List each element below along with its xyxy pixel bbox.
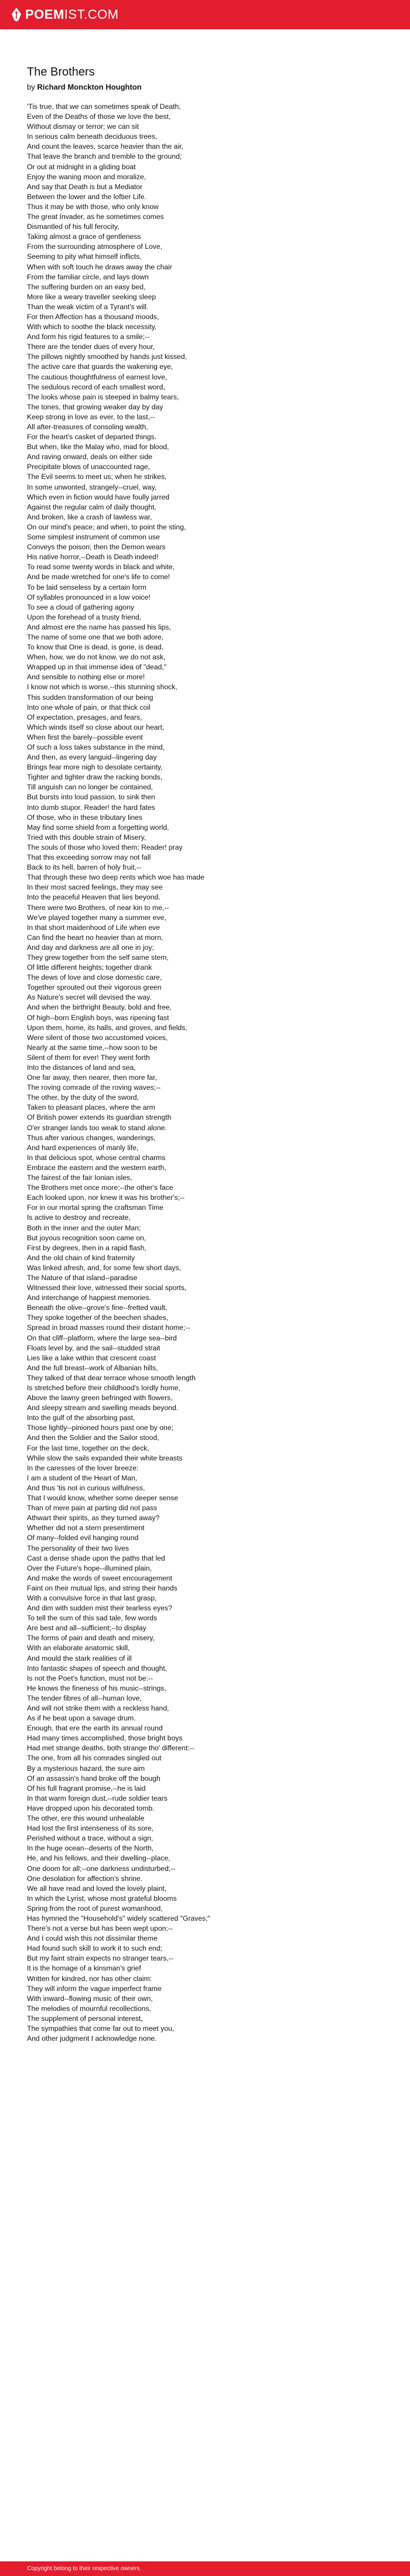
- poem-body: [27, 102, 390, 2044]
- poem-line: He knows the fineness of his music--strings,: [27, 1684, 166, 1692]
- poem-line: To tell the sum of this sad tale, few words: [27, 1614, 158, 1623]
- poem-line: Seeming to pity what himself inflicts,: [27, 252, 142, 261]
- poem-line: Upon the forehead of a trusty friend,: [27, 613, 142, 621]
- poem-line: Of syllables pronounced in a low voice!: [27, 593, 151, 601]
- poem-line: With an elaborate anatomic skill,: [27, 1644, 130, 1653]
- poem-line: And will not strike them with a reckless hand,: [27, 1704, 169, 1712]
- poem-line: Whether did not a stern presentiment: [27, 1524, 145, 1532]
- poem-line: But when, like the Malay who, mad for blood,: [27, 443, 169, 451]
- poem-line: And the old chain of kind fraternity: [27, 1253, 135, 1262]
- poem-line: Enough, that ere the earth its annual round: [27, 1724, 163, 1733]
- poem-line: Brings fear more nigh to desolate certainty,: [27, 763, 163, 772]
- poem-line: Can find the heart no heavier than at morn,: [27, 933, 163, 942]
- poem-line: For in our mortal spring the craftsman Time: [27, 1203, 163, 1212]
- poem-line: Keep strong in love as ever, to the last,--: [27, 412, 155, 421]
- poem-line: Of little different heights; together drank: [27, 963, 152, 972]
- poem-line: Of his full fragrant promise,--he is laid: [27, 1784, 146, 1792]
- poem-line: But bursts into loud passion, to sink then: [27, 793, 155, 802]
- poem-line: One desolation for affection's shrine.: [27, 1874, 143, 1883]
- poem-line: In that delicious spot, whose central charms: [27, 1153, 166, 1162]
- poem-line: And sleepy stream and swelling meads beyond.: [27, 1404, 179, 1412]
- poem-line: Over the Future's hope--illumined plain,: [27, 1564, 152, 1572]
- poem-line: Upon them, home, its halls, and groves, and fields,: [27, 1023, 187, 1032]
- poem-line: And raving onward, deals on either side: [27, 453, 153, 461]
- poem-line: Each looked upon, nor knew it was his brother's;--: [27, 1193, 185, 1202]
- site-footer: [0, 2561, 410, 2576]
- poem-line: More like a weary traveller seeking sleep: [27, 292, 156, 301]
- poem-line: Was linked afresh, and, for some few short days,: [27, 1263, 182, 1272]
- poem-line: From the familiar circle, and lays down: [27, 272, 149, 281]
- poem-line: Faint on their mutual lips, and string their hands: [27, 1583, 177, 1592]
- poem-line: There are the tender dues of every hour,: [27, 343, 155, 351]
- poem-line: And then the Soldier and the Sailor stood,: [27, 1434, 159, 1442]
- poem-line: Dismantled of his full ferocity,: [27, 223, 119, 231]
- poem-line: And almost ere the name has passed his lips,: [27, 622, 171, 631]
- poem-line: That this exceeding sorrow may not fall: [27, 853, 151, 862]
- poem-line: As Nature's secret will devised the way.: [27, 993, 152, 1002]
- poem-line: Some simplest instrument of common use: [27, 533, 160, 542]
- poem-line: Without dismay or terror; we can sit: [27, 122, 139, 131]
- poem-line: Of expectation, presages, and fears,: [27, 713, 142, 721]
- poem-line: Were silent of those two accustomed voices,: [27, 1033, 168, 1042]
- poem-line: And hard experiences of manly life,: [27, 1143, 139, 1152]
- poem-line: Enjoy the waning moon and moralize,: [27, 172, 146, 181]
- poem-line: Of high--born English boys, was ripening fast: [27, 1013, 169, 1022]
- poem-line: Beneath the olive--grove's fine--fretted vault,: [27, 1304, 168, 1312]
- poem-line: And thus 'tis not in curious wilfulness,: [27, 1483, 145, 1492]
- poem-line: Cast a dense shade upon the paths that led: [27, 1554, 165, 1562]
- poem-line: Had many times accomplished, those bright boys: [27, 1734, 183, 1743]
- poem-line: The suffering burden on an easy bed,: [27, 282, 146, 291]
- poem-line: And dim with sudden mist their tearless eyes?: [27, 1604, 172, 1613]
- byline-prefix: by: [27, 83, 37, 91]
- poem-line: And then, as every languid--lingering day: [27, 753, 157, 762]
- poem-line: Embrace the eastern and the western earth,: [27, 1163, 166, 1172]
- poem-line: Together sprouted out their vigorous green: [27, 983, 162, 992]
- poem-line: There's not a verse but has been wept upon;--: [27, 1924, 173, 1933]
- poem-line: Is active to destroy and recreate,: [27, 1213, 131, 1222]
- poem-line: One far away, then nearer, then more far,: [27, 1073, 157, 1082]
- poem-byline: [27, 83, 142, 91]
- logo-text-bold: POEM: [25, 7, 64, 22]
- poem-line: They grew together from the self same stem,: [27, 953, 169, 962]
- poem-line: All after-treasures of consoling wealth,: [27, 423, 148, 431]
- poem-line: And say that Death is but a Mediator: [27, 182, 143, 191]
- poem-line: I know not which is worse,--this stunning shock,: [27, 683, 177, 692]
- poem-line: Thus after various changes, wanderings,: [27, 1133, 156, 1142]
- poem-line: In serious calm beneath deciduous trees,: [27, 132, 158, 141]
- poem-line: Nearly at the same time,--how soon to be: [27, 1043, 158, 1052]
- poem-line: Floats level by, and the sail--studded strait: [27, 1343, 160, 1352]
- poem-line: The great Invader, as he sometimes comes: [27, 213, 164, 221]
- poem-line: Perished without a trace, without a sign,: [27, 1834, 153, 1843]
- poem-line: The roving comrade of the roving waves;--: [27, 1083, 161, 1092]
- poem-line: By a mysterious hazard, the sure aim: [27, 1764, 145, 1773]
- poem-line: In the caresses of the lover breeze:: [27, 1463, 139, 1472]
- poem-line: The one, from all his comrades singled out: [27, 1754, 162, 1763]
- poem-line: Of such a loss takes substance in the mind,: [27, 743, 165, 751]
- poem-line: We've played together many a summer eve,: [27, 913, 166, 922]
- poem-line: The supplement of personal interest,: [27, 2014, 143, 2023]
- poem-line: Taking almost a grace of gentleness: [27, 232, 141, 241]
- poem-line: The other, ere this wound unhealable: [27, 1814, 145, 1823]
- poem-line: The Brothers met once more;--the other's face: [27, 1183, 173, 1192]
- poem-line: And the full breast--work of Albanian hills,: [27, 1363, 158, 1372]
- poem-line: That through these two deep rents which woe has made: [27, 873, 204, 882]
- poem-line: Had met strange deaths, both strange tho' different:--: [27, 1744, 194, 1753]
- poem-line: The sympathies that come far out to meet you,: [27, 2024, 175, 2033]
- poem-line: Of British power extends its guardian strength: [27, 1113, 172, 1122]
- poem-line: When first the barely--possible event: [27, 733, 143, 741]
- poem-line: To be laid senseless by a certain form: [27, 583, 146, 591]
- poem-line: As if he beat upon a savage drum.: [27, 1714, 136, 1723]
- poem-line: And mould the stark realities of ill: [27, 1654, 132, 1662]
- poem-line: And make the words of sweet encouragement: [27, 1573, 172, 1582]
- poem-line: Silent of them for ever! They went forth: [27, 1053, 150, 1062]
- poem-line: They talked of that dear terrace whose smooth length: [27, 1373, 196, 1382]
- poem-line: The other, by the duty of the sword,: [27, 1093, 139, 1102]
- poem-line: To see a cloud of gathering agony: [27, 603, 134, 611]
- poem-line: But joyous recognition soon came on,: [27, 1233, 146, 1242]
- poem-line: Have dropped upon his decorated tomb.: [27, 1804, 155, 1812]
- poem-line: The name of some one that we both adore,: [27, 632, 164, 641]
- poem-line: Than of mere pain at parting did not pass: [27, 1504, 158, 1513]
- poem-line: It is the homage of a kinsman's grief: [27, 1964, 141, 1973]
- poem-line: The souls of those who loved them; Reader! pray: [27, 843, 183, 851]
- poem-line: With which to soothe the black necessity,: [27, 323, 157, 331]
- poem-line: In their most sacred feelings, they may see: [27, 883, 163, 892]
- poem-line: And sensible to nothing else or more!: [27, 673, 145, 682]
- poem-line: For the heart's casket of departed things.: [27, 433, 157, 442]
- poem-line: The dews of love and close domestic care,: [27, 973, 162, 982]
- poem-line: O'er stranger lands too weak to stand alone.: [27, 1123, 167, 1132]
- copyright-notice: Copyright belong to their respective owners.: [27, 2565, 142, 2572]
- poem-line: Back to its hell, barren of holy fruit,--: [27, 863, 142, 872]
- poem-line: Above the lawny green befringed with flowers,: [27, 1394, 173, 1402]
- poem-line: Into dumb stupor. Reader! the hard fates: [27, 803, 155, 812]
- poem-author[interactable]: Richard Monckton Houghton: [37, 83, 142, 91]
- poem-line: Taken to pleasant places, where the arm: [27, 1103, 155, 1112]
- pen-nib-icon: [11, 7, 22, 22]
- poem-line: The cautious thoughtfulness of earnest love,: [27, 372, 168, 381]
- poem-line: The looks whose pain is steeped in balmy tears,: [27, 392, 179, 401]
- poem-line: The fairest of the fair Ionian isles,: [27, 1174, 132, 1182]
- poem-line: The active care that guards the wakening eye,: [27, 362, 173, 371]
- poem-line: The sedulous record of each smallest word,: [27, 382, 165, 391]
- poem-line: And interchange of happiest memories.: [27, 1294, 152, 1302]
- poem-line: Into the gulf of the absorbing past,: [27, 1414, 135, 1422]
- poem-line: Had lost the first intenseness of its sore,: [27, 1824, 154, 1833]
- poem-line: To read some twenty words in black and white,: [27, 563, 175, 572]
- poem-line: With inward--flowing music of their own,: [27, 1994, 153, 2003]
- poem-line: Spring from the root of purest womanhood,: [27, 1904, 163, 1913]
- poem-line: I am a student of the Heart of Man,: [27, 1473, 138, 1482]
- site-header: [0, 0, 410, 29]
- poem-line: The Nature of that island--paradise: [27, 1273, 138, 1282]
- poem-line: Till anguish can no longer be contained,: [27, 783, 153, 792]
- logo-text-thin: IST.COM: [64, 7, 119, 22]
- poem-line: First by degrees, then in a rapid flash,: [27, 1243, 146, 1252]
- poem-line: Are best and all--sufficient;--to display: [27, 1624, 146, 1633]
- poem-line: Of many--folded evil hanging round: [27, 1534, 139, 1542]
- poem-line: From the surrounding atmosphere of Love,: [27, 242, 163, 251]
- poem-line: 'Tis true, that we can sometimes speak of Death,: [27, 102, 181, 111]
- poem-line: Thus it may be with those, who only know: [27, 202, 159, 211]
- poem-line: In that warm foreign dust,--rude soldier tears: [27, 1794, 168, 1802]
- poem-line: The tender fibres of all--human love,: [27, 1694, 142, 1702]
- poem-line: The tones, that growing weaker day by day: [27, 402, 163, 411]
- poem-line: Athwart their spirits, as they turned away?: [27, 1514, 160, 1523]
- poem-line: When with soft touch he draws away the chair: [27, 262, 172, 271]
- poem-line: The Evil seems to meet us; when he strikes,: [27, 473, 167, 481]
- poem-line: Precipitate blows of unaccounted rage,: [27, 463, 151, 471]
- poem-line: In some unwonted, strangely--cruel, way,: [27, 483, 157, 491]
- poem-line: One doom for all;--one darkness undisturbed;--: [27, 1864, 176, 1873]
- poem-line: Into one whole of pain, or that thick coil: [27, 703, 151, 711]
- poem-line: While slow the sails expanded their white breasts: [27, 1453, 183, 1462]
- poem-line: This sudden transformation of our being: [27, 693, 153, 702]
- poem-title: The Brothers: [27, 66, 95, 78]
- poem-line: For the last time, together on the deck,: [27, 1443, 149, 1452]
- poem-line: Which winds itself so close about our heart,: [27, 723, 165, 731]
- poem-line: May find some shield from a forgetting world,: [27, 823, 169, 832]
- poem-line: Tighter and tighter draw the racking bonds,: [27, 773, 163, 782]
- poem-line: Of an assassin's hand broke off the bough: [27, 1774, 160, 1783]
- poem-line: On our mind's peace; and when, to point the sting,: [27, 522, 186, 531]
- poem-line: To know that One is dead, is gone, is dead,: [27, 643, 164, 652]
- poem-line: Both in the inner and the outer Man;: [27, 1223, 141, 1232]
- poem-line: That I would know, whether some deeper sense: [27, 1494, 179, 1503]
- poem-line: Is stretched before their childhood's lordly home,: [27, 1384, 180, 1392]
- poem-line: Those lightly--pinioned hours past one by one;: [27, 1424, 173, 1432]
- poem-line: And broken, like a crash of lawless war,: [27, 512, 152, 521]
- poem-line: That leave the branch and tremble to the ground;: [27, 152, 182, 161]
- poem-line: With a convulsive force in that last grasp,: [27, 1593, 157, 1602]
- poem-line: The melodies of mournful recollections,: [27, 2004, 152, 2013]
- poem-line: Between the lower and the loftier Life.: [27, 192, 146, 201]
- poem-line: And be made wretched for one's life to come!: [27, 573, 170, 581]
- poem-line: And I could wish this not dissimilar theme: [27, 1934, 158, 1943]
- poem-line: Into the peaceful Heaven that lies beyond.: [27, 893, 160, 902]
- poem-line: Has hymned the "Household's" widely scattered "Graves;": [27, 1914, 210, 1922]
- poem-line: On that cliff--platform, where the large sea--bird: [27, 1333, 177, 1342]
- poem-line: In which the Lyrist, whose most grateful blooms: [27, 1894, 177, 1903]
- poem-line: They spoke together of the beechen shades,: [27, 1313, 169, 1322]
- poem-line: And day and darkness are all one in joy;: [27, 943, 154, 952]
- poem-line: They will inform the vague imperfect frame: [27, 1984, 162, 1993]
- poem-line: Than the weak victim of a Tyrant's will.: [27, 302, 149, 311]
- site-logo[interactable]: [11, 7, 119, 22]
- poem-line: For then Affection has a thousand moods,: [27, 312, 159, 321]
- poem-line: Is not the Poet's function, must not be:--: [27, 1674, 153, 1682]
- poem-line: Into the distances of land and sea,: [27, 1063, 136, 1072]
- poem-line: Of those, who in these tributary lines: [27, 813, 143, 822]
- poem-line: Lies like a lake within that crescent coast: [27, 1353, 156, 1362]
- poem-line: Which even in fiction would have foully jarred: [27, 492, 170, 501]
- poem-line: He, and his fellows, and their dwelling--place,: [27, 1854, 170, 1863]
- poem-line: And other judgment I acknowledge none.: [27, 2034, 157, 2043]
- poem-line: Even of the Deaths of those we love the best,: [27, 112, 171, 121]
- poem-line: In the huge ocean--deserts of the North,: [27, 1844, 154, 1853]
- poem-line: Wrapped up in that immense idea of "dead,": [27, 663, 167, 672]
- poem-line: And form his rigid features to a smile;--: [27, 333, 150, 341]
- poem-line: Spread in broad masses round their distant home;--: [27, 1323, 190, 1332]
- poem-line: Had found such skill to work it to such end;: [27, 1944, 163, 1953]
- poem-line: The pillows nightly smoothed by hands just kissed,: [27, 353, 187, 361]
- poem-line: But my faint strain expects no stranger tears,--: [27, 1954, 173, 1963]
- poem-line: Or out at midnight in a gliding boat: [27, 162, 136, 171]
- poem-line: Against the regular calm of daily thought,: [27, 502, 156, 511]
- poem-line: His native horror,--Death is Death indeed!: [27, 553, 159, 562]
- poem-line: In that short maidenhood of Life when eve: [27, 923, 160, 932]
- poem-line: Into fantastic shapes of speech and thought,: [27, 1664, 168, 1672]
- poem-line: The forms of pain and death and misery,: [27, 1634, 155, 1643]
- poem-line: Witnessed their love, witnessed their social sports,: [27, 1284, 187, 1292]
- poem-line: Tried with this double strain of Misery,: [27, 833, 146, 841]
- poem-line: Conveys the poison; then the Demon wears: [27, 543, 166, 552]
- logo-text: [25, 7, 119, 22]
- poem-line: When, how, we do not know, we do not ask,: [27, 653, 166, 662]
- poem-line: And count the leaves, scarce heavier than the air,: [27, 142, 183, 151]
- poem-line: Written for kindred, nor has other claim:: [27, 1974, 152, 1983]
- poem-line: There were two Brothers, of near kin to me,--: [27, 903, 169, 912]
- poem-line: We all have read and loved the lovely plaint,: [27, 1884, 167, 1893]
- poem-line: And when the birthright Beauty, bold and free,: [27, 1003, 172, 1012]
- poem-line: The personality of their two lives: [27, 1544, 129, 1552]
